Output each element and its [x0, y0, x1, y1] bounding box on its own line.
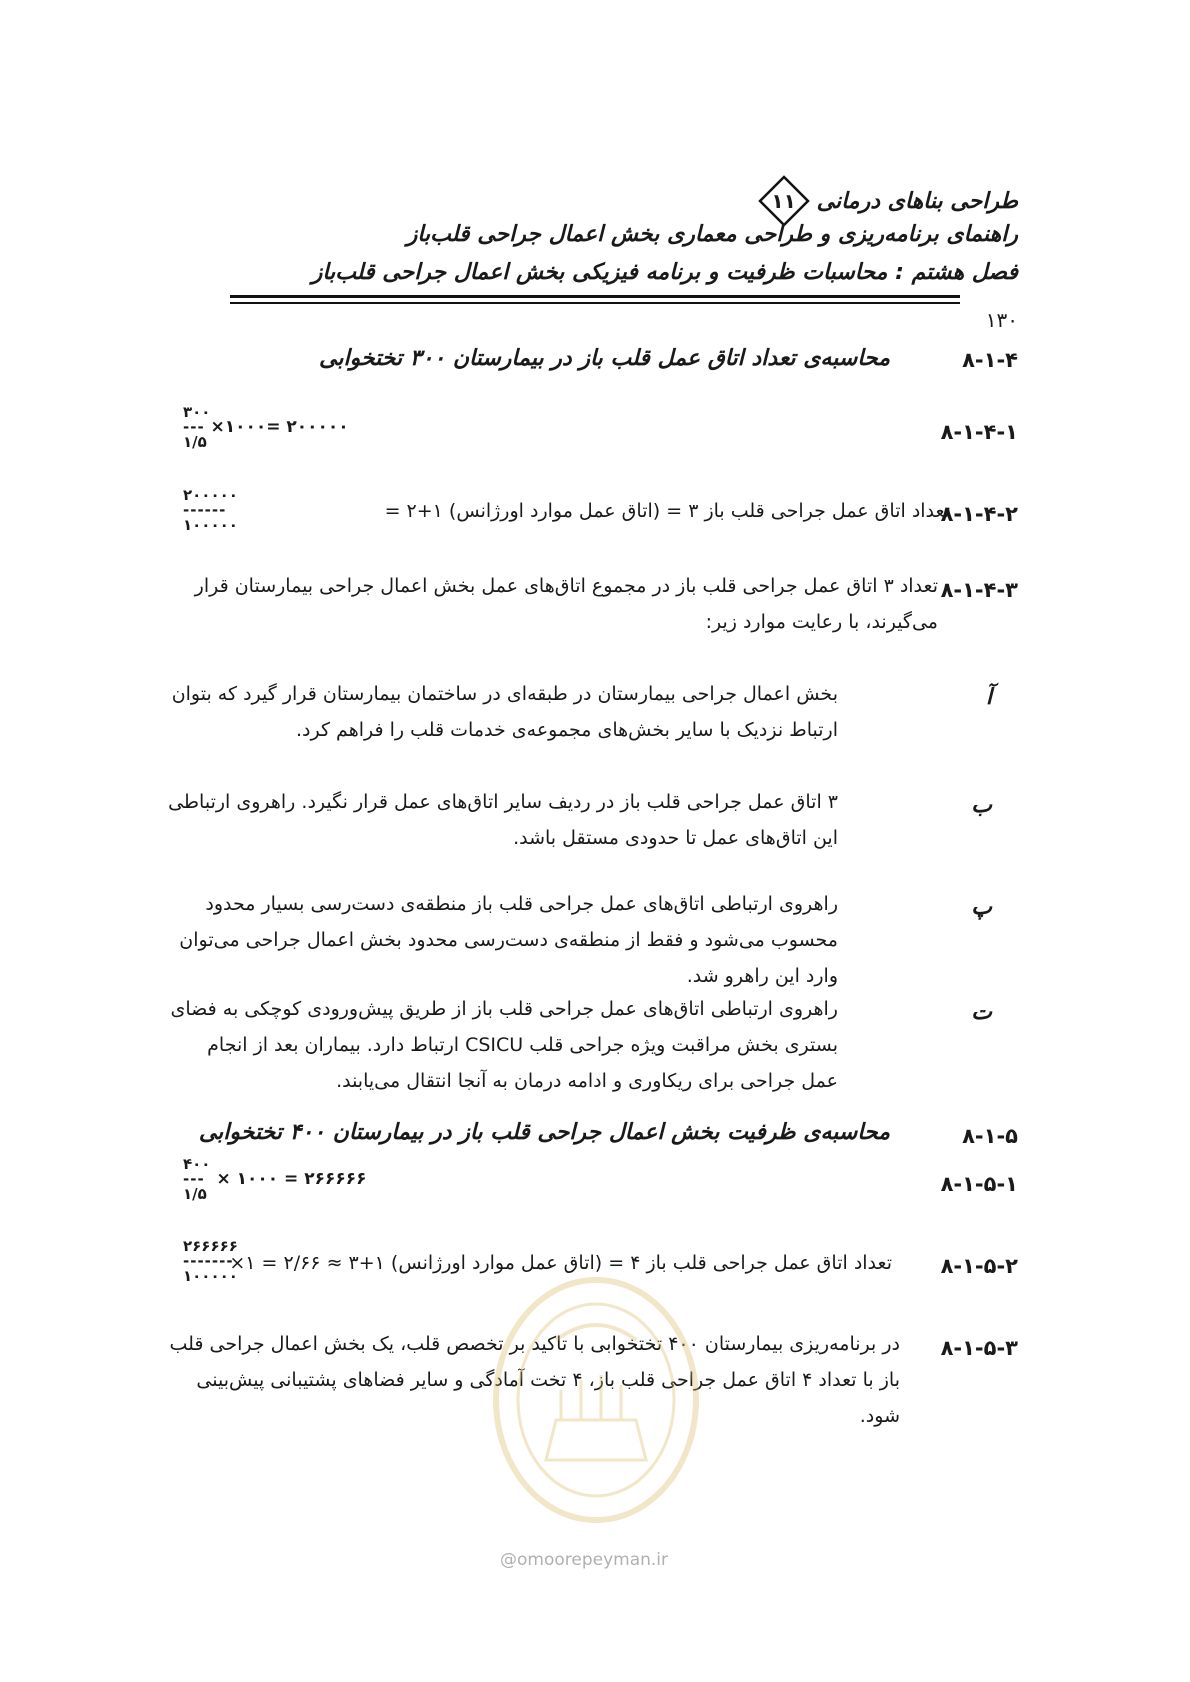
fraction [183, 1236, 238, 1286]
fraction-numerator: ۲۰۰۰۰۰ [183, 486, 238, 504]
fraction [183, 1154, 210, 1204]
header-rule-thin [230, 302, 960, 304]
item-number: ۸-۱-۴-۲ [940, 502, 1018, 526]
bullet-text: راهروی ارتباطی اتاق‌های عمل جراحی قلب باز از طریق پیش‌ورودی کوچکی به فضای بستری بخش مراقبت ویژه جراحی قلب CSICU ارتباط دارد. بیماران بعد از انجام عمل جراحی برای ریکاوری و ادامه درمان به آنجا انتقال می‌یابند. [170, 998, 838, 1092]
series-number-badge [757, 174, 811, 228]
section-number: ۸-۱-۵ [962, 1124, 1018, 1148]
formula-expression: × ۱۰۰۰ = ۲۶۶۶۶۶ [216, 1169, 367, 1189]
section-title: محاسبه‌ی تعداد اتاق عمل قلب باز در بیمارستان ۳۰۰ تختخوابی [319, 346, 890, 371]
bullet-text: راهروی ارتباطی اتاق‌های عمل جراحی قلب باز منطقه‌ی دست‌رسی بسیار محدود محسوب می‌شود و فقط از منطقه‌ی دست‌رسی محدود بخش اعمال جراحی می‌توان وارد این راهرو شد. [179, 893, 838, 987]
watermark-site-text: @omoorepeyman.ir [500, 1550, 669, 1570]
item-text: در برنامه‌ریزی بیمارستان ۴۰۰ تختخوابی با تاکید بر تخصص قلب، یک بخش اعمال جراحی قلب باز با تعداد ۴ اتاق عمل جراحی قلب باز، ۴ تخت آمادگی و سایر فضاهای پشتیبانی پیش‌بینی شود. [169, 1333, 900, 1427]
fraction-denominator: ۱۰۰۰۰۰ [183, 516, 238, 534]
bullet-label: آ [985, 685, 992, 710]
fraction-denominator: ۱/۵ [183, 1185, 207, 1203]
fraction-denominator: ۱/۵ [183, 433, 207, 451]
bullet-label: پ [971, 895, 992, 920]
chapter-title: فصل هشتم : محاسبات ظرفیت و برنامه فیزیکی بخش اعمال جراحی قلب‌باز [311, 260, 1018, 285]
bullet-label: ت [971, 1000, 992, 1025]
formula [183, 485, 238, 535]
item-number: ۸-۱-۴-۳ [940, 578, 1018, 602]
item-number: ۸-۱-۵-۱ [940, 1172, 1018, 1196]
item-text: تعداد اتاق عمل جراحی قلب باز ۴ = (اتاق عمل موارد اورژانس) ۱+۳ ≈ ۲/۶۶ = ۱× [229, 1252, 892, 1274]
bullet-text: بخش اعمال جراحی بیمارستان در طبقه‌ای در ساختمان بیمارستان قرار گیرد که بتوان ارتباط نزدیک با سایر بخش‌های مجموعه‌ی خدمات قلب را فراهم کرد. [171, 683, 838, 741]
watermark-logo-icon [486, 1270, 706, 1530]
bullet-text: ۳ اتاق عمل جراحی قلب باز در ردیف سایر اتاق‌های عمل قرار نگیرد. راهروی ارتباطی این اتاق‌های عمل تا حدودی مستقل باشد. [168, 791, 838, 849]
formula [183, 402, 349, 452]
fraction-bar: ------- [183, 1252, 234, 1270]
fraction-bar: --- [183, 1170, 205, 1188]
series-header [757, 174, 1018, 228]
page-number: ۱۳۰ [985, 308, 1018, 332]
section-title: محاسبه‌ی ظرفیت بخش اعمال جراحی قلب باز در بیمارستان ۴۰۰ تختخوابی [198, 1120, 890, 1145]
item-text: تعداد اتاق عمل جراحی قلب باز ۳ = (اتاق عمل موارد اورژانس) ۱+۲ = [384, 500, 950, 522]
formula [183, 1236, 238, 1286]
fraction-numerator: ۳۰۰ [183, 403, 211, 421]
fraction [183, 402, 210, 452]
section-number: ۸-۱-۴ [962, 348, 1018, 372]
formula-expression: ×۱۰۰۰= ۲۰۰۰۰۰ [210, 417, 349, 437]
fraction-numerator: ۲۶۶۶۶۶ [183, 1237, 238, 1255]
series-title: طراحی بناهای درمانی [816, 188, 1018, 214]
fraction-denominator: ۱۰۰۰۰۰ [183, 1267, 238, 1285]
fraction [183, 485, 238, 535]
item-text: تعداد ۳ اتاق عمل جراحی قلب باز در مجموع اتاق‌های عمل بخش اعمال جراحی بیمارستان قرار می‌گیرند، با رعایت موارد زیر: [194, 575, 938, 633]
series-number: ۱۱ [771, 189, 796, 213]
fraction-numerator: ۴۰۰ [183, 1155, 211, 1173]
formula [183, 1154, 366, 1204]
item-number: ۸-۱-۵-۲ [940, 1254, 1018, 1278]
fraction-bar: ------ [183, 501, 227, 519]
item-number: ۸-۱-۵-۳ [940, 1336, 1018, 1360]
item-number: ۸-۱-۴-۱ [940, 420, 1018, 444]
fraction-bar: --- [183, 418, 205, 436]
bullet-label: ب [971, 793, 992, 818]
header-rule-thick [230, 295, 960, 298]
book-title: راهنمای برنامه‌ریزی و طراحی معماری بخش اعمال جراحی قلب‌باز [406, 222, 1018, 247]
